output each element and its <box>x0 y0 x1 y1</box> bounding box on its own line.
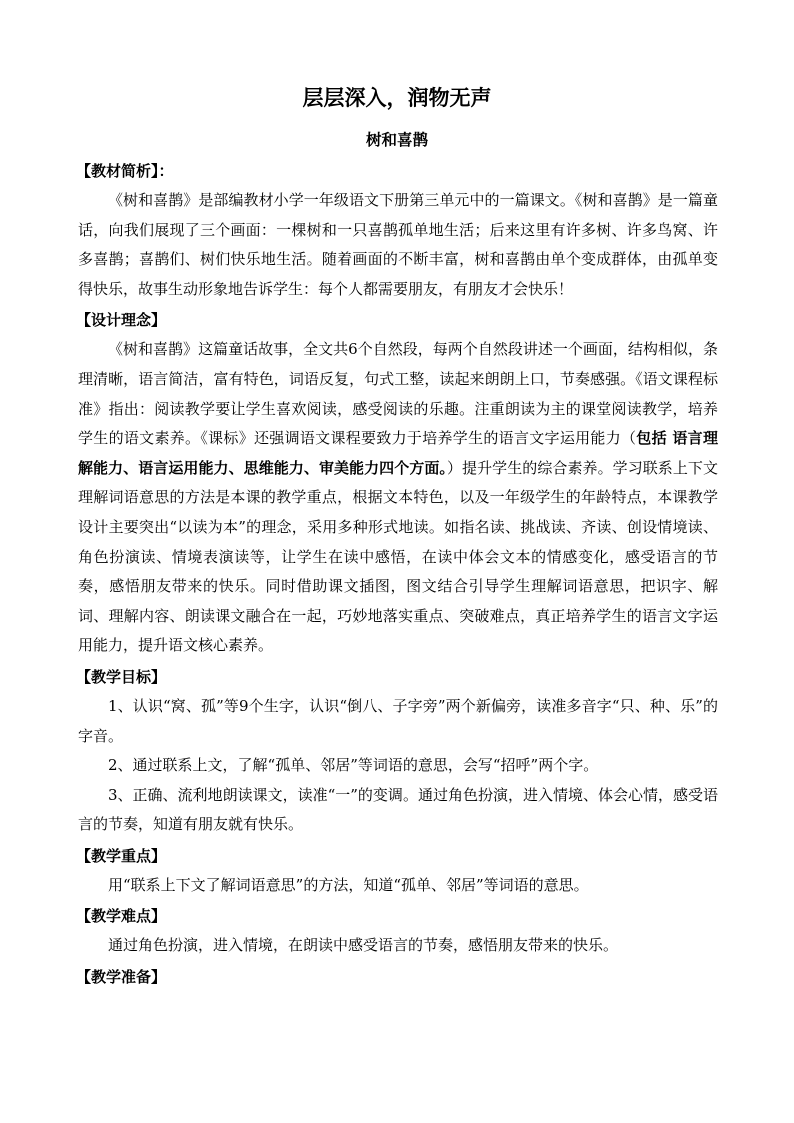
difficulties-paragraph: 通过角色扮演，进入情境，在朗读中感受语言的节奏，感悟朋友带来的快乐。 <box>108 936 619 955</box>
goal-item: 2、通过联系上文，了解“孤单、邻居”等词语的意思，会写“招呼”两个字。 <box>108 756 599 775</box>
lesson-title: 树和喜鹊 <box>365 130 428 149</box>
section-heading-analysis: 【教材简析】： <box>76 162 174 180</box>
goal-item: 3、正确、流利地朗读课文，读准“一”的变调。通过角色扮演，进入情境、体会心情，感受语言的节奏，知道有朋友就有快乐。 <box>78 785 718 834</box>
section-heading-concept: 【设计理念】 <box>76 311 167 330</box>
document-title: 层层深入，润物无声 <box>302 85 492 110</box>
concept-text-before: 《树和喜鹊》这篇童话故事，全文共6个自然段，每两个自然段讲述一个画面，结构相似，条理清晰，语言简洁，富有特色，词语反复，句式工整，读起来朗朗上口，节奏感强。《语文课程标准》指出：阅读教学要让学生喜欢阅读，感受阅读的乐趣。注重朗读为主的课堂阅读教学，培养学生的语文素养。《课标》还强调语文课程要致力于培养学生的语言文字运用能力（ <box>78 340 718 448</box>
section-heading-key-points: 【教学重点】 <box>76 846 167 865</box>
analysis-paragraph: 《树和喜鹊》是部编教材小学一年级语文下册第三单元中的一篇课文。《树和喜鹊》是一篇童话，向我们展现了三个画面：一棵树和一只喜鹊孤单地生活；后来这里有许多树、许多鸟窝、许多喜鹊；喜鹊们、树们快乐地生活。随着画面的不断丰富，树和喜鹊由单个变成群体，由孤单变得快乐，故事生动形象地告诉学生：每个人都需要朋友，有朋友才会快乐！ <box>78 191 718 298</box>
section-heading-difficulties: 【教学难点】 <box>76 907 167 926</box>
concept-paragraph <box>78 335 718 661</box>
key-points-paragraph: 用“联系上下文了解词语意思”的方法，知道“孤单、邻居”等词语的意思。 <box>108 875 589 894</box>
section-heading-preparation: 【教学准备】 <box>76 968 167 987</box>
goal-item: 1、认识“窝、孤”等9个生字，认识“倒八、子字旁”两个新偏旁，读准多音字“只、种、乐”的字音。 <box>78 696 718 745</box>
concept-text-after: ）提升学生的综合素养。学习联系上下文理解词语意思的方法是本课的教学重点，根据文本特色，以及一年级学生的年龄特点，本课教学设计主要突出“以读为本”的理念，采用多种形式地读。如指名读、挑战读、齐读、创设情境读、角色扮演读、情境表演读等，让学生在读中感悟，在读中体会文本的情感变化，感受语言的节奏，感悟朋友带来的快乐。同时借助课文插图，图文结合引导学生理解词语意思，把识字、解词、理解内容、朗读课文融合在一起，巧妙地落实重点、突破难点，真正培养学生的语言文字运用能力，提升语文核心素养。 <box>78 458 718 655</box>
section-heading-goals: 【教学目标】 <box>76 667 167 686</box>
concept-text-bold: 包括 语言理解能力、语言运用能力、思维能力、审美能力四个方面。 <box>78 429 718 477</box>
document-body <box>78 157 718 992</box>
